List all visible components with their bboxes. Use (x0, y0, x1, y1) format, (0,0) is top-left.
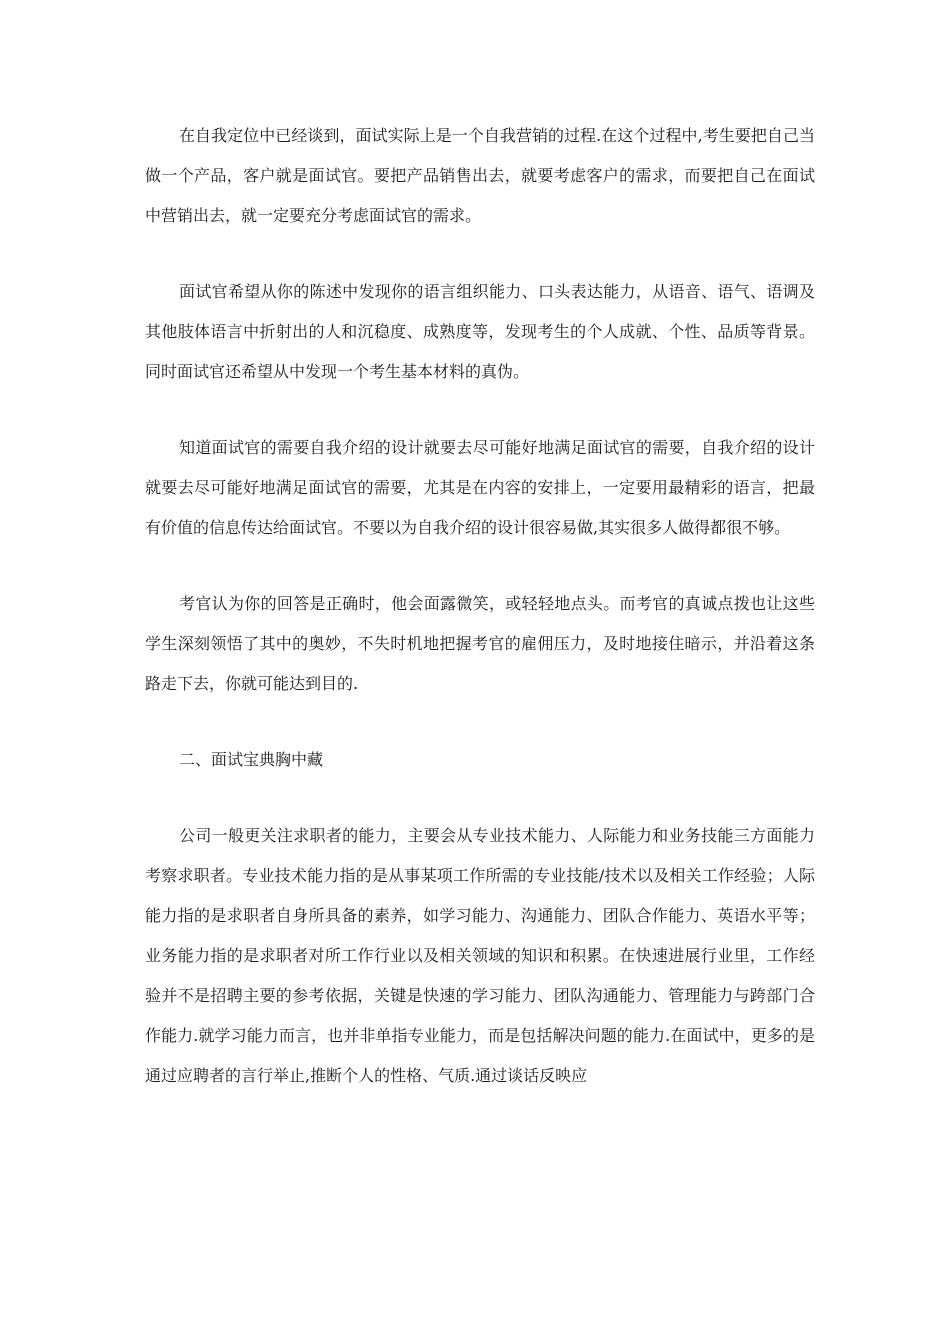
document-body (145, 116, 815, 1132)
paragraph-company-abilities: 公司一般更关注求职者的能力，主要会从专业技术能力、人际能力和业务技能三方面能力考察求职者。专业技术能力指的是从事某项工作所需的专业技能/技术以及相关工作经验；人际能力指的是求职者自身所具备的素养，如学习能力、沟通能力、团队合作能力、英语水平等；业务能力指的是求职者对所工作行业以及相关领域的知识和积累。在快速进展行业里，工作经验并不是招聘主要的参考依据，关键是快速的学习能力、团队沟通能力、管理能力与跨部门合作能力.就学习能力而言，也并非单指专业能力，而是包括解决问题的能力.在面试中，更多的是通过应聘者的言行举止,推断个人的性格、气质.通过谈话反映应 (145, 826, 815, 1085)
section-heading: 二、面试宝典胸中藏 (179, 750, 324, 769)
paragraph-interviewer-expectations: 面试官希望从你的陈述中发现你的语言组织能力、口头表达能力，从语音、语气、语调及其他肢体语言中折射出的人和沉稳度、成熟度等，发现考生的个人成就、个性、品质等背景。同时面试官还希望从中发现一个考生基本材料的真伪。 (145, 282, 815, 381)
paragraph-examiner-response: 考官认为你的回答是正确时，他会面露微笑，或轻轻地点头。而考官的真诚点拨也让这些学生深刻领悟了其中的奥妙，不失时机地把握考官的雇佣压力，及时地接住暗示，并沿着这条路走下去，你就可能达到目的. (145, 594, 815, 693)
paragraph-self-marketing: 在自我定位中已经谈到，面试实际上是一个自我营销的过程.在这个过程中,考生要把自己当做一个产品，客户就是面试官。要把产品销售出去，就要考虑客户的需求，而要把自己在面试中营销出去，就一定要充分考虑面试官的需求。 (145, 126, 815, 225)
paragraph-self-introduction-design: 知道面试官的需要自我介绍的设计就要去尽可能好地满足面试官的需要，自我介绍的设计就要去尽可能好地满足面试官的需要，尤其是在内容的安排上，一定要用最精彩的语言，把最有价值的信息传达给面试官。不要以为自我介绍的设计很容易做,其实很多人做得都很不够。 (145, 438, 815, 537)
